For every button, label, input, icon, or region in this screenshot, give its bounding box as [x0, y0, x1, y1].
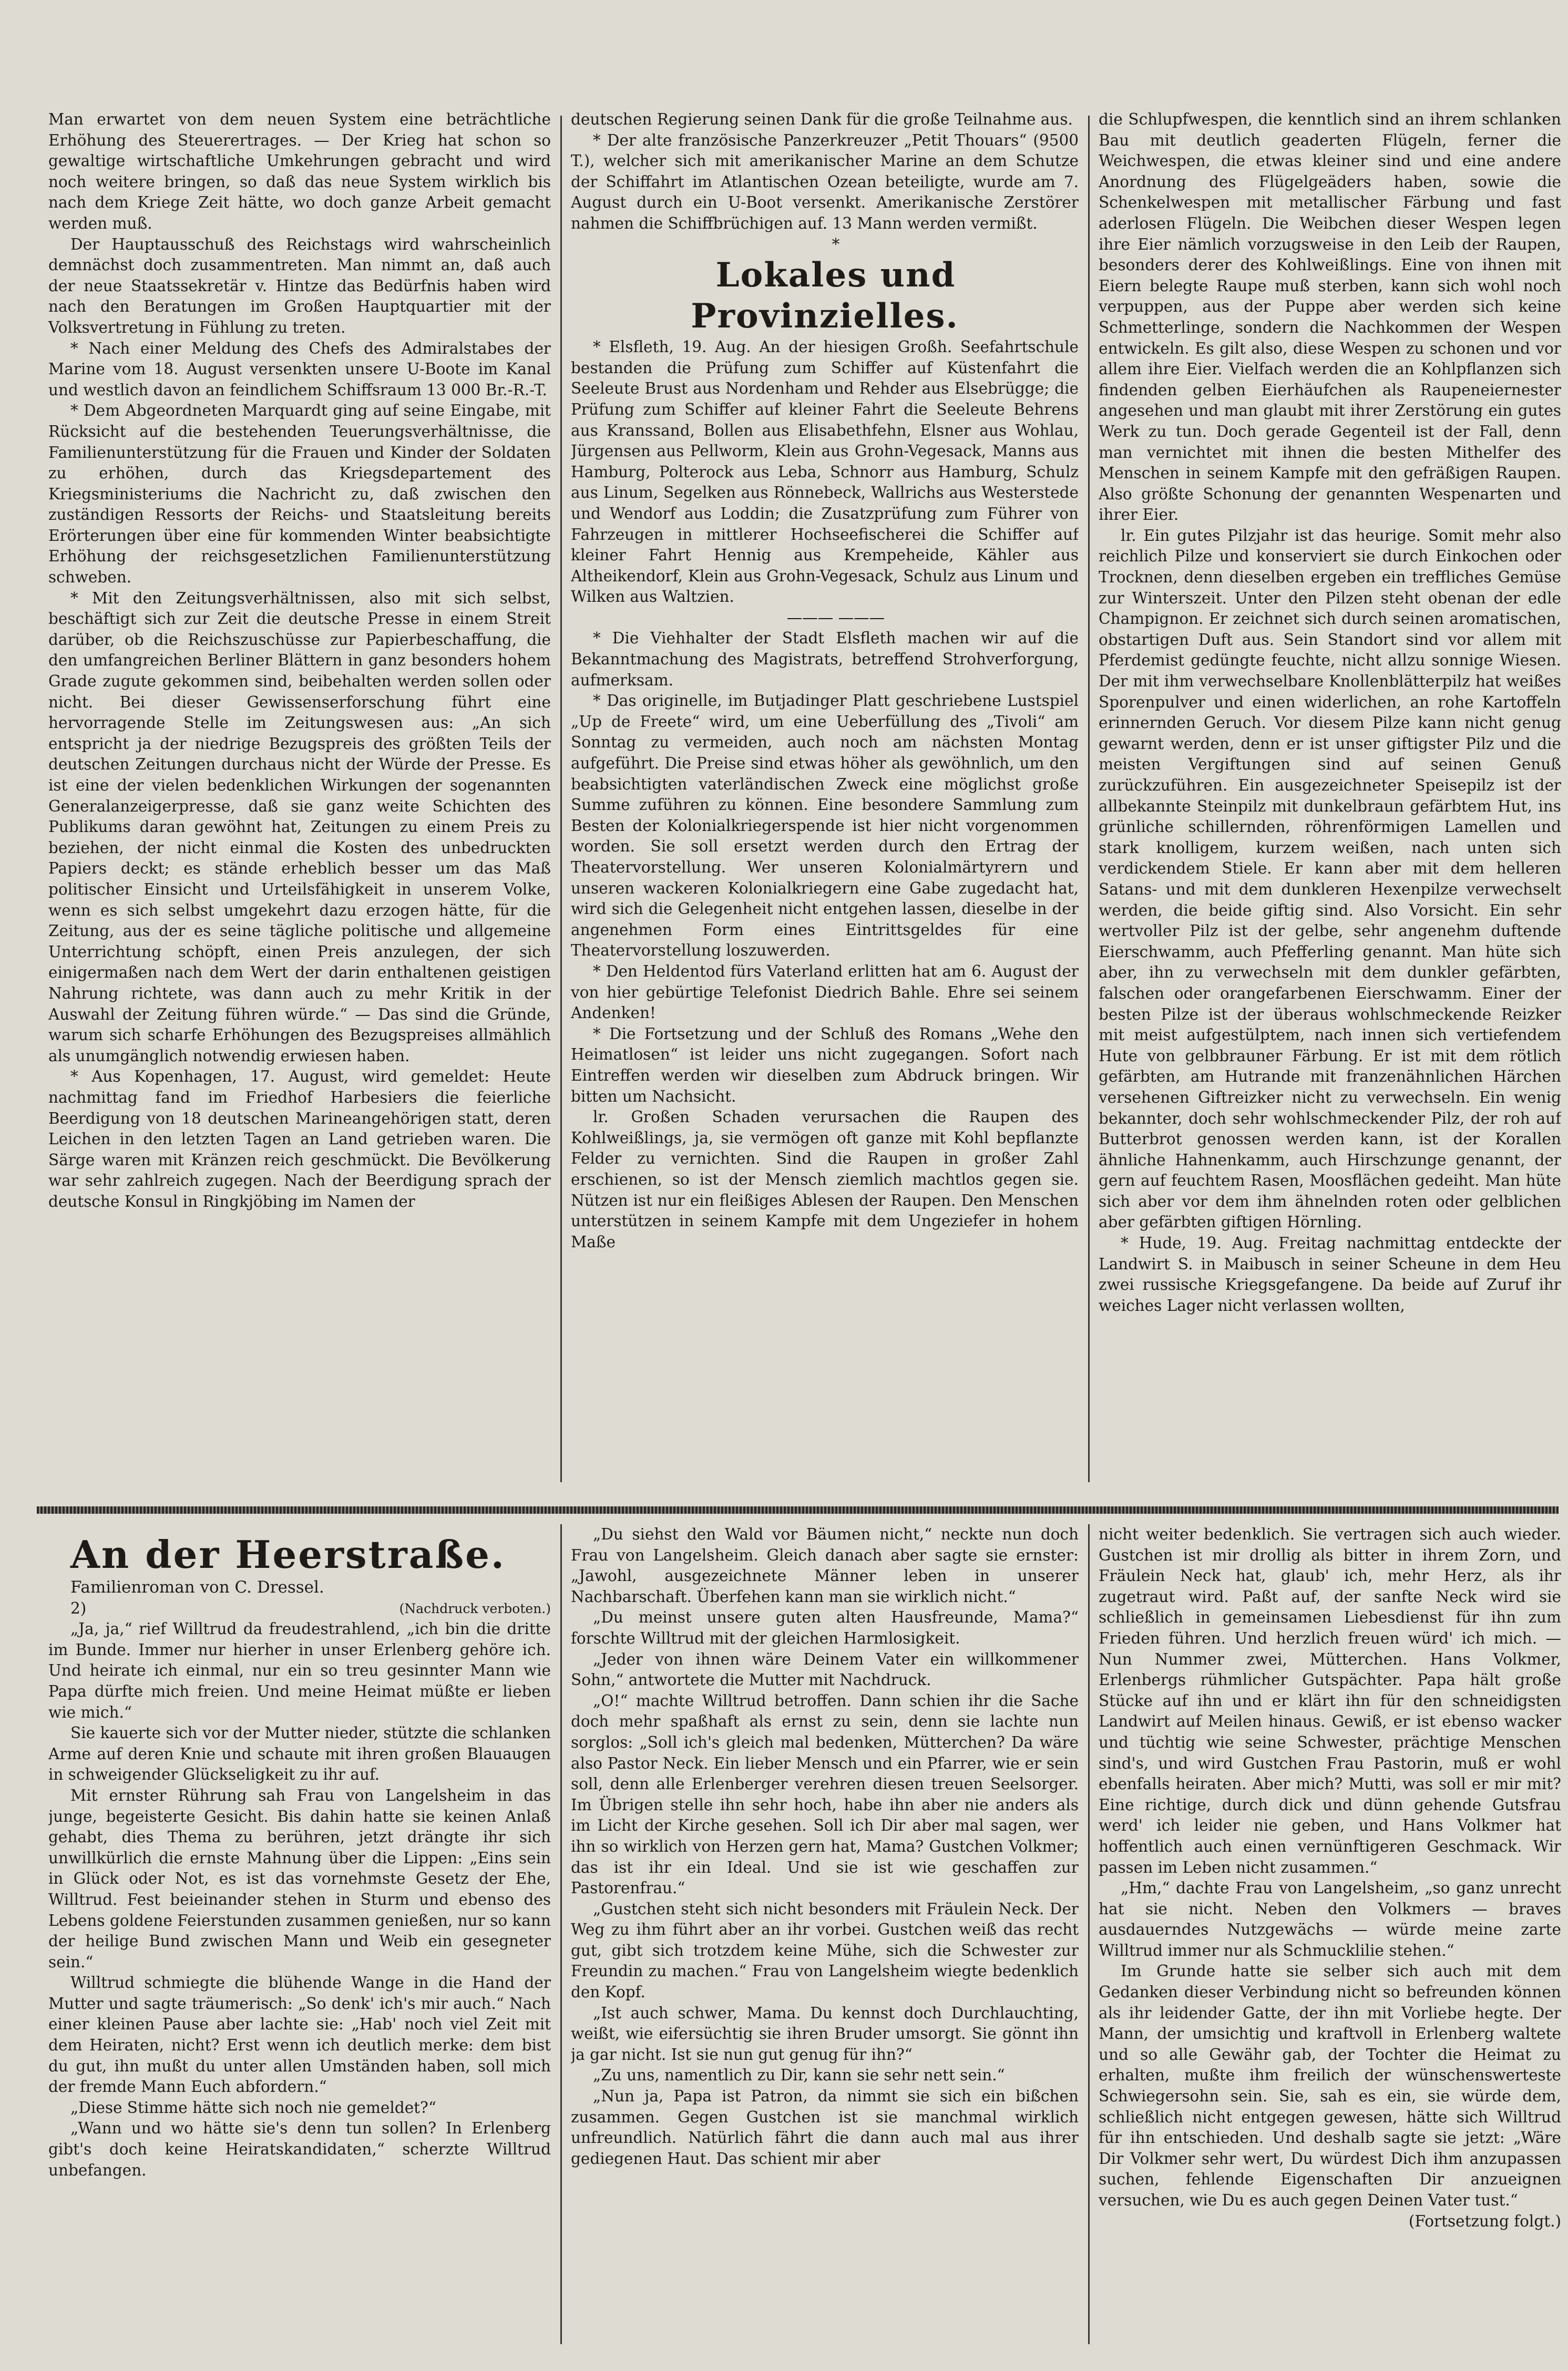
paragraph: „Ist auch schwer, Mama. Du kennst doch Durchlauchting, weißt, wie eifersüchtig sie ihren Bruder umsorgt. Sie gönnt ihn ja gar nicht. Ist sie nun gut genug für ihn?“ [571, 2004, 1079, 2064]
paragraph: lr. Ein gutes Pilzjahr ist das heurige. Somit mehr also reichlich Pilze und konserviert sie durch Einkochen oder Trocknen, denn dieselben ergeben ein treffliches Gemüse zur Winterszeit. Unter den Pilzen steht obenan der edle Champignon. Er zeichnet sich durch seinen aromatischen, obstartigen Duft aus. Sein Standort sind vor allem mit Pferdemist gedüngte feuchte, nicht allzu sonnige Wiesen. Der mit ihm verwechselbare Knollenblätterpilz hat weißes Sporenpulver und einen widerlichen, an rohe Kartoffeln erinnernden Geruch. Vor diesem Pilze kann nicht genug gewarnt werden, denn er ist unser giftigster Pilz und die meisten Vergiftungen sind auf seinen Genuß zurückzuführen. Ein ausgezeichneter Speisepilz ist der allbekannte Steinpilz mit dunkelbraun gefärbtem Hut, ins grünliche schillernden, röhrenförmigen Lamellen und stark knolligem, kurzem weißen, nach unten sich verdickendem Stiele. Er kann aber mit dem helleren Satans- und mit dem dunkleren Hexenpilze verwechselt werden, die beide giftig sind. Also Vorsicht. Ein sehr wertvoller Pilz ist der gelbe, sehr angenehm duftende Eierschwamm, auch Pfefferling genannt. Man hüte sich aber, ihn zu verwechseln mit dem dunkler gefärbten, falschen oder orangefarbenen Eierschwamm. Einer der besten Pilze ist der überaus wohlschmeckende Reizker mit meist aufgestülptem, nach innen sich vertiefendem Hute von gelbbrauner Färbung. Er ist mit dem rötlich gefärbten, am Hutrande mit franzenähnlichen Härchen versehenen Giftreizker nicht zu verwechseln. Ein wenig bekannter, doch sehr wohlschmeckender Pilz, der roh auf Butterbrot genossen werden kann, ist der Korallen ähnliche Hahnenkamm, auch Hirschzunge genannt, der gern auf feuchtem Rasen, Moosflächen gedeiht. Man hüte sich aber vor dem ihm ähnelnden roten oder gelblichen aber gefärbten giftigen Hörnling. [1099, 526, 1561, 1231]
paragraph: „Jeder von ihnen wäre Deinem Vater ein willkommener Sohn,“ antwortete die Mutter mit Nachdruck. [571, 1650, 1079, 1689]
column-rule [560, 116, 562, 1482]
top-column-1 [48, 109, 551, 1481]
novel-title: An der Heerstraße. [70, 1532, 506, 1577]
paragraph: * Nach einer Meldung des Chefs des Admiralstabes der Marine vom 18. August versenkten unsere U-Boote im Kanal und westlich davon an feindlichem Schiffsraum 13 000 Br.-R.-T. [48, 339, 551, 399]
paragraph: „Zu uns, namentlich zu Dir, kann sie sehr nett sein.“ [593, 2066, 1005, 2085]
paragraph: „Du siehst den Wald vor Bäumen nicht,“ neckte nun doch Frau von Langelsheim. Gleich danach aber sagte sie ernster: „Jawohl, ausgezeichnete Männer leben in unserer Nachbarschaft. Überfehen kann man sie wirklich nicht.“ [571, 1525, 1079, 1606]
separator-line: ——— ——— [786, 608, 885, 627]
paragraph: „Nun ja, Papa ist Patron, da nimmt sie sich ein bißchen zusammen. Gegen Gustchen ist sie manchmal wirklich unfreundlich. Natürlich fährt die dann auch mal aus ihrer gediegenen Haut. Das schient mir aber [571, 2087, 1079, 2168]
installment-row [48, 1598, 551, 1619]
paragraph: * Mit den Zeitungsverhältnissen, also mit sich selbst, beschäftigt sich zur Zeit die deutsche Presse in einem Streit darüber, ob die Reichszuschüsse zur Papierbeschaffung, die den umfangreichen Berliner Blättern in ganz besonders hohem Grade zugute gekommen sind, beibehalten werden sollen oder nicht. Bei dieser Gewissenserforschung führt eine hervorragende Stelle im Zeitungswesen aus: „An sich entspricht ja der niedrige Bezugspreis des größten Teils der deutschen Zeitungen durchaus nicht der Würde der Presse. Es ist eine der vielen bedenklichen Wirkungen der sogenannten Generalanzeigerpresse, daß sie ganz weite Schichten des Publikums daran gewöhnt hat, Zeitungen zu einem Preis zu beziehen, der nicht einmal die Kosten des unbedruckten Papiers deckt; es stände erheblich besser um das Maß politischer Einsicht und Urteilsfähigkeit in unserem Volke, wenn es sich selbst umgekehrt dazu erzogen hätte, für die Zeitung, aus der es seine tägliche politische und allgemeine Unterrichtung schöpft, einen Preis anzulegen, der sich einigermaßen nach dem Wert der darin enthaltenen geistigen Nahrung richtete, was dann auch zu mehr Kritik in der Auswahl der Zeitung führen würde.“ — Das sind die Gründe, warum sich scharfe Erhöhungen des Bezugspreises allmählich als unumgänglich notwendig erwiesen haben. [48, 589, 551, 1065]
paragraph: „Du meinst unsere guten alten Hausfreunde, Mama?“ forschte Willtrud mit der gleichen Harmlosigkeit. [571, 1608, 1079, 1647]
paragraph: „Wann und wo hätte sie's denn tun sollen? In Erlenberg gibt's doch keine Heiratskandidaten,“ scherzte Willtrud unbefangen. [48, 2119, 551, 2179]
paragraph: Im Grunde hatte sie selber sich auch mit dem Gedanken dieser Verbindung nicht so befreunden können als ihr leidender Gatte, der ihn mit Vorliebe hegte. Der Mann, der umsichtig und kraftvoll in Erlenberg waltete und so alle Gewähr gab, der Tochter die Heimat zu erhalten, mußte ihm freilich der wünschenswerteste Schwiegersohn sein. Sie, sah es ein, sie würde dem, schließlich nicht entgegen gewesen, hätte sich Willtrud für ihn entschieden. Und deshalb sagte sie jetzt: „Wäre Dir Volkmer sehr wert, Du würdest Dich ihm anzupassen suchen, fehlende Eigenschaften Dir anzueignen versuchen, wie Du es auch gegen Deinen Vater tust.“ [1099, 1962, 1561, 2209]
paragraph: * Aus Kopenhagen, 17. August, wird gemeldet: Heute nachmittag fand im Friedhof Harbesiers die feierliche Beerdigung von 18 deutschen Marineangehörigen statt, deren Leichen in den letzten Tagen an Land getrieben waren. Die Särge waren mit Kränzen reich geschmückt. Die Bevölkerung war sehr zahlreich zugegen. Nach der Beerdigung sprach der deutsche Konsul in Ringkjöbing im Namen der [48, 1068, 551, 1210]
column-rule [1088, 116, 1090, 1482]
paragraph: lr. Großen Schaden verursachen die Raupen des Kohlweißlings, ja, sie vermögen oft ganze mit Kohl bepflanzte Felder zu vernichten. Sind die Raupen in großer Zahl erschienen, so ist der Mensch ziemlich machtlos gegen sie. Nützen ist nur ein fleißiges Ablesen der Raupen. Den Menschen unterstützen in seinem Kampfe mit dem Ungeziefer in hohem Maße [571, 1108, 1079, 1251]
novel-column-3 [1099, 1524, 1561, 2352]
paragraph: „Diese Stimme hätte sich noch nie gemeldet?“ [70, 2098, 436, 2117]
column-rule [1088, 1524, 1090, 2344]
paragraph: * Hude, 19. Aug. Freitag nachmittag entdeckte der Landwirt S. in Maibusch in seiner Scheune in dem Heu zwei russische Kriegsgefangene. Da beide auf Zuruf ihr weiches Lager nicht verlassen wollten, [1099, 1234, 1561, 1315]
top-column-3 [1099, 109, 1561, 1481]
paragraph: „Hm,“ dachte Frau von Langelsheim, „so ganz unrecht hat sie nicht. Neben den Volkmers — braves ausdauerndes Nutzgewächs — würde meine zarte Willtrud immer nur als Schmucklilie stehen.“ [1099, 1879, 1561, 1959]
paragraph: * Dem Abgeordneten Marquardt ging auf seine Eingabe, mit Rücksicht auf die bestehenden Teuerungsverhältnisse, die Familienunterstützung für die Frauen und Kinder der Soldaten zu erhöhen, durch das Kriegsdepartement des Kriegsministeriums die Nachricht zu, daß zwischen den zuständigen Ressorts der Reichs- und Staatsleitung bereits Erörterungen über eine für kommenden Winter beabsichtigte Erhöhung der reichsgesetzlichen Familienunterstützung schweben. [48, 402, 551, 587]
separator-mark: * [832, 235, 840, 253]
paragraph: Mit ernster Rührung sah Frau von Langelsheim in das junge, begeisterte Gesicht. Bis dahin hatte sie keinen Anlaß gehabt, dies Thema zu berühren, jetzt drängte ihr sich unwillkürlich die ernste Mahnung über die Lippen: „Eins sein in Glück oder Not, es ist das vornehmste Gesetz der Ehe, Willtrud. Fest beieinander stehen in Sturm und ebenso des Lebens goldene Feierstunden zusammen genießen, nur so kann der heilige Bund zwischen Mann und Weib ein gesegneter sein.“ [48, 1786, 551, 1971]
paragraph: Der Hauptausschuß des Reichstags wird wahrscheinlich demnächst doch zusammentreten. Man nimmt an, daß auch der neue Staatssekretär v. Hintze das Bedürfnis haben wird nach den Beratungen im Großen Hauptquartier mit der Volksvertretung in Fühlung zu treten. [48, 235, 551, 336]
paragraph: * Das originelle, im Butjadinger Platt geschriebene Lustspiel „Up de Freete“ wird, um eine Ueberfüllung des „Tivoli“ am Sonntag zu vermeiden, auch noch am nächsten Montag aufgeführt. Die Preise sind etwas höher als gewöhnlich, um den beabsichtigten vaterländischen Zweck eine möglichst große Summe zuführen zu können. Eine besondere Sammlung zum Besten der Kolonialkriegerspende ist hier nicht vorgenommen worden. Sie soll ersetzt werden durch den Ertrag der Theatervorstellung. Wer unseren Kolonialmärtyrern und unseren wackeren Kolonialkriegern eine Gabe zugedacht hat, wird sich die Gelegenheit nicht entgehen lassen, dieselbe in der angenehmen Form eines Eintrittsgeldes für eine Theatervorstellung loszuwerden. [571, 692, 1079, 960]
paragraph: „Ja, ja,“ rief Willtrud da freudestrahlend, „ich bin die dritte im Bunde. Immer nur hierher in unser Erlenberg gehöre ich. Und heirate ich einmal, nur ein so treu gesinnter Mann wie Papa dürfte mich freien. Und meine Heimat müßte er lieben wie mich.“ [48, 1620, 551, 1721]
novel-subtitle: Familienroman von C. Dressel. [70, 1578, 324, 1597]
paragraph: Willtrud schmiegte die blühende Wange in die Hand der Mutter und sagte träumerisch: „So denk' ich's mir auch.“ Nach einer kleinen Pause aber lachte sie: „Hab' noch viel Zeit mit dem Heiraten, nicht? Erst wenn ich deutlich merke: dem bist du gut, ihn mußt du unter allen Umständen haben, soll mich der fremde Mann Euch abfordern.“ [48, 1974, 551, 2096]
paragraph: * Den Heldentod fürs Vaterland erlitten hat am 6. August der von hier gebürtige Telefonist Diedrich Bahle. Ehre sei seinem Andenken! [571, 962, 1079, 1022]
section-heading: Lokales und Provinzielles. [691, 255, 959, 336]
paragraph: „O!“ machte Willtrud betroffen. Dann schien ihr die Sache doch mehr spaßhaft als ernst zu sein, denn sie lachte nun sorglos: „Soll ich's gleich mal bedenken, Mütterchen? Da wäre also Pastor Neck. Ein lieber Mensch und ein Pfarrer, wie er sein soll, denn alle Erlenberger verehren diesen treuen Seelsorger. Im Übrigen stelle ihn sehr hoch, habe ihn aber nie anders als im Licht der Kirche gesehen. Soll ich Dir aber mal sagen, wer ihn so wirklich von Herzen gern hat, Mama? Gustchen Volkmer; das ist ihr ein Ideal. Und sie ist wie geschaffen zur Pastorenfrau.“ [571, 1691, 1079, 1897]
reprint-note: (Nachdruck verboten.) [399, 1600, 551, 1616]
paragraph: * Die Viehhalter der Stadt Elsfleth machen wir auf die Bekanntmachung des Magistrats, betreffend Strohverforgung, aufmerksam. [571, 629, 1079, 689]
paragraph: * Der alte französische Panzerkreuzer „Petit Thouars“ (9500 T.), welcher sich mit amerikanischer Marine an dem Schutze der Schiffahrt im Atlantischen Ozean beteiligte, wurde am 7. August durch ein U-Boot versenkt. Amerikanische Zerstörer nahmen die Schiffbrüchigen auf. 13 Mann werden vermißt. [571, 131, 1079, 232]
novel-column-2 [571, 1524, 1079, 2352]
top-column-2 [571, 109, 1079, 1481]
column-rule [560, 1524, 562, 2344]
paragraph: „Gustchen steht sich nicht besonders mit Fräulein Neck. Der Weg zu ihm führt aber an ihr vorbei. Gustchen weiß das recht gut, gibt sich trotzdem keine Mühe, sich die Schwester zur Freundin zu machen.“ Frau von Langelsheim wiegte bedenklich den Kopf. [571, 1900, 1079, 2002]
paragraph: deutschen Regierung seinen Dank für die große Teilnahme aus. [571, 110, 1073, 128]
paragraph: Sie kauerte sich vor der Mutter nieder, stützte die schlanken Arme auf deren Knie und schaute mit ihren großen Blauaugen in schweigender Glückseligkeit zu ihr auf. [48, 1724, 551, 1784]
installment-number: 2) [70, 1599, 87, 1617]
paragraph: * Die Fortsetzung und der Schluß des Romans „Wehe den Heimatlosen“ ist leider uns nicht zugegangen. Sofort nach Eintreffen werden wir dieselben zum Abdruck bringen. Wir bitten um Nachsicht. [571, 1024, 1079, 1105]
paragraph: die Schlupfwespen, die kenntlich sind an ihrem schlanken Bau mit deutlich geaderten Flügeln, ferner die Weichwespen, die etwas kleiner sind und eine andere Anordnung des Flügelgeäders haben, sowie die Schenkelwespen mit metallischer Färbung und fast aderlosen Flügeln. Die Weibchen dieser Wespen legen ihre Eier nämlich vorzugsweise in den Leib der Raupen, besonders derer des Kohlweißlings. Eine von ihnen mit Eiern belegte Raupe muß sterben, kann sich wohl noch verpuppen, aus der Puppe aber werden sich keine Schmetterlinge, sondern die Nachkommen der Wespen entwickeln. Es gilt also, diese Wespen zu schonen und vor allem ihre Eier. Vielfach werden die an Kohlpflanzen sich findenden gelben Eierhäufchen als Raupeneiernester angesehen und man glaubt mit ihrer Zerstörung ein gutes Werk zu tun. Doch gerade Gegenteil ist der Fall, denn man vernichtet mit ihnen die besten Mithelfer des Menschen in seinem Kampfe mit den gefräßigen Raupen. Also größte Schonung der genannten Wespenarten und ihrer Eier. [1099, 110, 1561, 524]
paragraph: nicht weiter bedenklich. Sie vertragen sich auch wieder. Gustchen ist mir drollig als bitter in ihrem Zorn, und Fräulein Neck hat, glaub' ich, mehr Herz, als ihr zugetraut wird. Paßt auf, der sanfte Neck wird sie schließlich in gemeinsamen Liebesdienst für ihn zum Frieden führen. Und herzlich freuen würd' ich mich. — Nun Nummer zwei, Mütterchen. Hans Volkmer, Erlenbergs rühmlicher Gutspächter. Papa hält große Stücke auf ihn und er klärt ihn für den schneidigsten Landwirt auf Meilen hinaus. Gewiß, er ist ebenso wacker und tüchtig wie seine Schwester, prächtige Menschen sind's, und wird Gustchen Frau Pastorin, muß er wohl ebenfalls heiraten. Aber mich? Mutti, was soll er mir mit? Eine richtige, durch dick und dünn gehende Gutsfrau werd' ich leider nie geben, und Hans Volkmer hat hoffentlich auch einen vernünftigeren Geschmack. Wir passen im Leben nicht zusammen.“ [1099, 1525, 1561, 1876]
novel-column-1 [48, 1532, 551, 2352]
continued-note: (Fortsetzung folgt.) [1408, 2212, 1561, 2230]
paragraph: Man erwartet von dem neuen System eine beträchtliche Erhöhung des Steuerertrages. — Der Krieg hat schon so gewaltige wirtschaftliche Umkehrungen gebracht und wird noch weitere bringen, so daß das neue System wirklich bis nach dem Kriege Zeit hätte, wo doch ganze Arbeit gemacht werden muß. [48, 110, 551, 232]
feuilleton-divider [37, 1506, 1559, 1514]
paragraph: * Elsfleth, 19. Aug. An der hiesigen Großh. Seefahrtschule bestanden die Prüfung zum Schiffer auf Küstenfahrt die Seeleute Brust aus Nordenham und Rehder aus Elsebrügge; die Prüfung zum Schiffer auf kleiner Fahrt die Seeleute Behrens aus Kranssand, Bollen aus Elisabethfehn, Elsner aus Wohlau, Jürgensen aus Pellworm, Klein aus Grohn-Vegesack, Manns aus Hamburg, Polterock aus Leba, Schnorr aus Hamburg, Schulz aus Linum, Segelken aus Rönnebeck, Wallrichs aus Westerstede und Wendorf aus Loddin; die Zusatzprüfung zum Führer von Fahrzeugen in mittlerer Hochseefischerei die Schiffer auf kleiner Fahrt Hennig aus Krempeheide, Kähler aus Altheikendorf, Klein aus Grohn-Vegesack, Schulz aus Linum und Wilken aus Waltzien. [571, 338, 1079, 606]
